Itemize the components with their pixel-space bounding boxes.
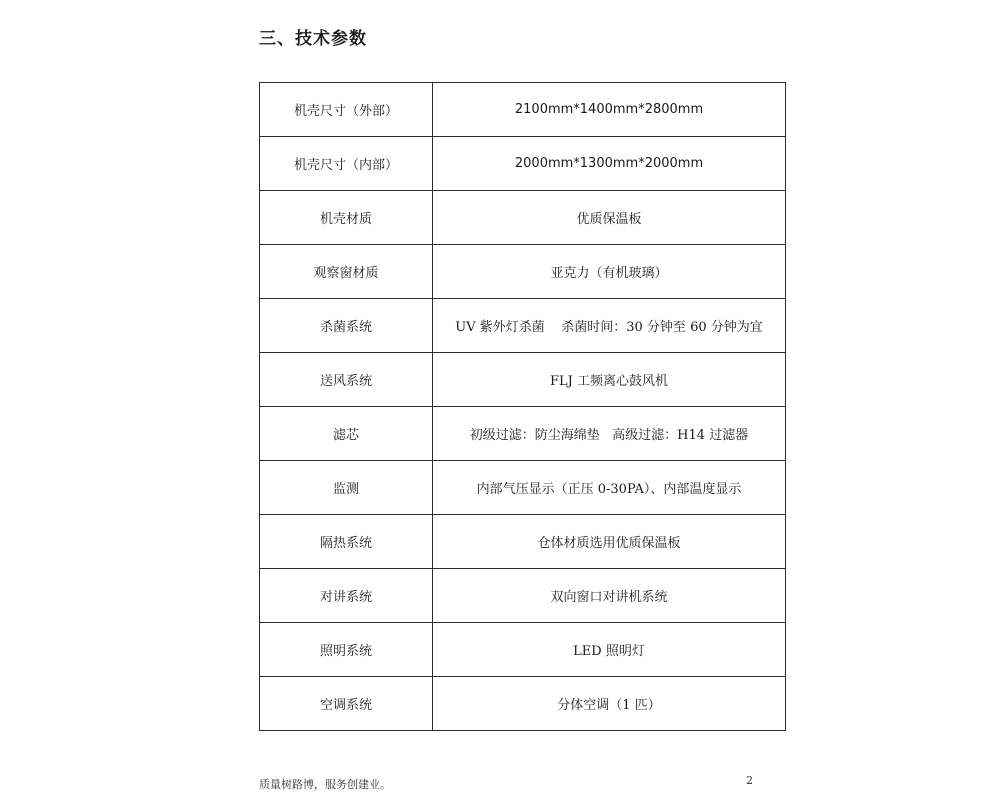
param-name: 隔热系统 <box>260 515 433 569</box>
param-value: LED 照明灯 <box>433 623 786 677</box>
param-name: 送风系统 <box>260 353 433 407</box>
param-name: 监测 <box>260 461 433 515</box>
table-row <box>260 191 786 245</box>
param-name: 照明系统 <box>260 623 433 677</box>
param-value: 2000mm*1300mm*2000mm <box>433 137 786 191</box>
table-row <box>260 515 786 569</box>
table-row <box>260 353 786 407</box>
param-value: 分体空调（1 匹） <box>433 677 786 731</box>
param-value: FLJ 工频离心鼓风机 <box>433 353 786 407</box>
param-value: 仓体材质选用优质保温板 <box>433 515 786 569</box>
table-row <box>260 407 786 461</box>
param-name: 机壳尺寸（外部） <box>260 83 433 137</box>
table-row <box>260 677 786 731</box>
param-value: 优质保温板 <box>433 191 786 245</box>
spec-table <box>259 82 786 731</box>
page-number: 2 <box>746 774 753 787</box>
param-name: 空调系统 <box>260 677 433 731</box>
table-row <box>260 83 786 137</box>
param-name: 滤芯 <box>260 407 433 461</box>
section-title: 三、技术参数 <box>259 29 367 49</box>
param-value: 亚克力（有机玻璃） <box>433 245 786 299</box>
param-name: 机壳材质 <box>260 191 433 245</box>
footer-slogan: 质量树路博，服务创建业。 <box>259 778 391 791</box>
param-name: 观察窗材质 <box>260 245 433 299</box>
table-row <box>260 245 786 299</box>
table-row <box>260 623 786 677</box>
param-value: 初级过滤：防尘海绵垫 高级过滤：H14 过滤器 <box>433 407 786 461</box>
param-value: 2100mm*1400mm*2800mm <box>433 83 786 137</box>
param-name: 机壳尺寸（内部） <box>260 137 433 191</box>
table-row <box>260 569 786 623</box>
param-value: 双向窗口对讲机系统 <box>433 569 786 623</box>
param-name: 对讲系统 <box>260 569 433 623</box>
param-name: 杀菌系统 <box>260 299 433 353</box>
table-row <box>260 461 786 515</box>
param-value: UV 紫外灯杀菌 杀菌时间：30 分钟至 60 分钟为宜 <box>433 299 786 353</box>
table-row <box>260 299 786 353</box>
param-value: 内部气压显示（正压 0-30PA）、内部温度显示 <box>433 461 786 515</box>
table-row <box>260 137 786 191</box>
